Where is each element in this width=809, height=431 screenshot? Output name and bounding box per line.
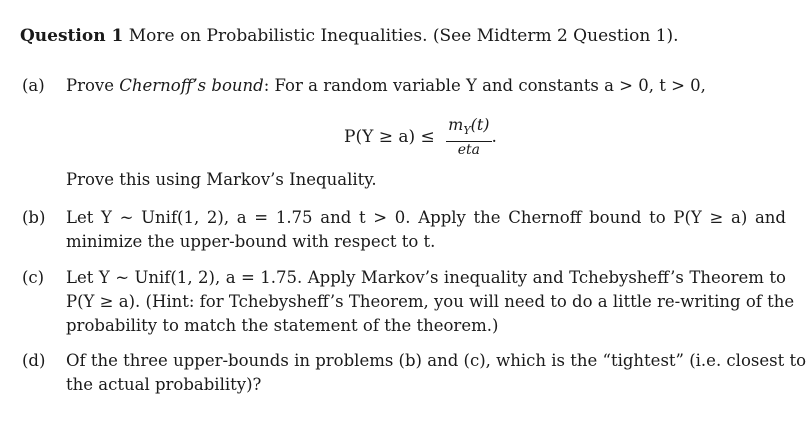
part-c-body (66, 266, 795, 338)
part-c-line-1: Let Y ~ Unif(1, 2), a = 1.75. Apply Markov’s inequality and Tchebysheff’s Theorem to (66, 268, 786, 287)
part-a-suffix: : For a random variable Y and constants a > 0, t > 0, (263, 76, 706, 95)
part-c-line-2: P(Y ≥ a). (Hint: for Tchebysheff’s Theorem, you will need to do a little re-writing of the (66, 292, 795, 311)
chernoff-formula (344, 116, 497, 158)
part-a-emph: Chernoff’s bound (119, 76, 264, 95)
part-a-prefix: Prove (66, 76, 120, 95)
formula-period: . (491, 127, 497, 148)
part-d-label: (d) (22, 351, 46, 370)
question-title: More on Probabilistic Inequalities. (See Midterm 2 Question 1). (128, 26, 679, 46)
part-d-line-2: the actual probability)? (66, 375, 262, 394)
part-a-line-1 (66, 74, 706, 98)
part-b-label: (b) (22, 208, 46, 227)
part-c-line-3: probability to match the statement of the theorem.) (66, 316, 499, 335)
question-heading (20, 26, 679, 46)
numerator-subscript: Y (463, 124, 471, 138)
formula-denominator: eta (457, 142, 480, 159)
formula-numerator: $m_Y(t)$ (446, 116, 491, 142)
part-b-line-1: Let Y ~ Unif(1, 2), a = 1.75 and t > 0. Apply the Chernoff bound to P(Y ≥ a) and (66, 208, 786, 227)
part-d-body (66, 349, 807, 397)
part-a-label: (a) (22, 76, 45, 95)
question-number: Question 1 (20, 26, 124, 46)
part-b-body (66, 206, 786, 254)
part-a-prove-line: Prove this using Markov’s Inequality. (66, 170, 377, 189)
part-c-label: (c) (22, 268, 45, 287)
part-a-body (66, 74, 706, 98)
formula-fraction (446, 116, 491, 158)
formula-lhs: P(Y ≥ a) ≤ (344, 127, 435, 148)
part-b-line-2: minimize the upper-bound with respect to t. (66, 232, 436, 251)
part-d-line-1: Of the three upper-bounds in problems (b) and (c), which is the “tightest” (i.e. closest to (66, 351, 807, 370)
